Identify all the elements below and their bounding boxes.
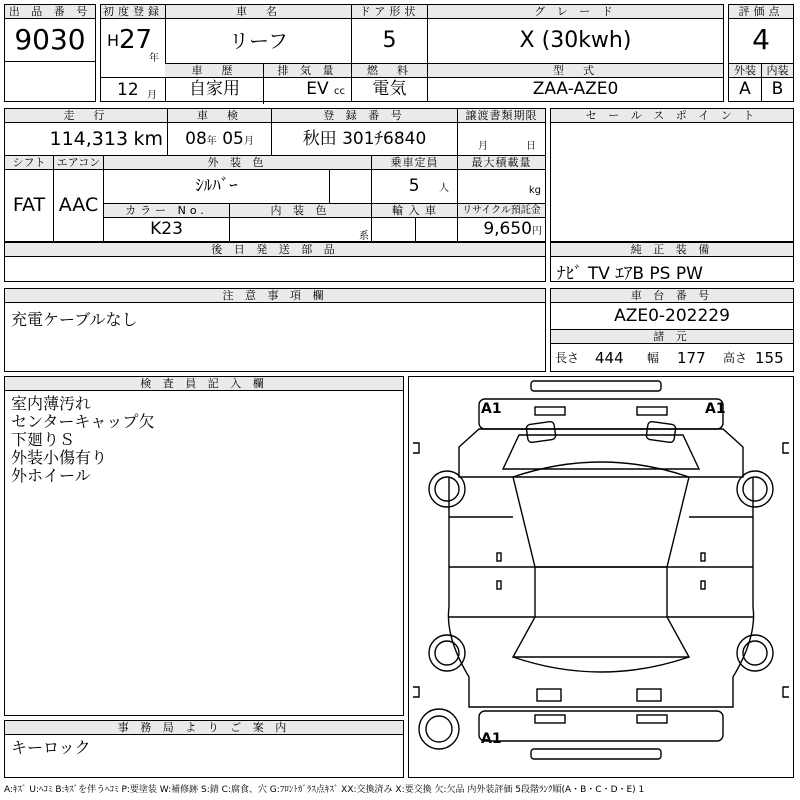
recycle-label: リサイクル預託金 [457, 203, 545, 218]
fuel-label: 燃 料 [351, 63, 427, 78]
capacity-unit: 人 [439, 183, 449, 194]
spec-row [551, 344, 793, 372]
month-row [101, 77, 165, 101]
fuel: 電気 [351, 77, 427, 101]
import-a [371, 217, 415, 241]
inspector-line: 外装小傷有り [11, 448, 108, 467]
notes-box [4, 288, 546, 372]
damage-mark-front-right: A1 [705, 401, 726, 417]
load-label: 最大積載量 [457, 155, 545, 170]
chassis-value: AZE0-202229 [614, 306, 730, 326]
wid-label: 幅 [647, 351, 660, 365]
inspector-label: 検 査 員 記 入 欄 [5, 377, 403, 391]
grade: X (30kwh) [427, 19, 723, 63]
first-reg-label: 初度登録 [103, 5, 163, 18]
notes-value: 充電ケーブルなし [11, 310, 138, 329]
int-label: 内装 [761, 63, 793, 78]
grade-label: グ レ ー ド [427, 5, 723, 19]
insp-year-unit: 年 [206, 136, 217, 147]
capacity-value: 5 [408, 176, 420, 196]
car-diagram [408, 376, 794, 778]
disp-value: EV [306, 79, 329, 99]
ext-label: 外装 [729, 63, 761, 78]
damage-mark-front-left: A1 [481, 401, 502, 417]
car-name: リーフ [165, 19, 351, 63]
mileage [5, 123, 167, 155]
insp-month-unit: 月 [243, 136, 254, 147]
shift: FAT [12, 194, 46, 216]
inspector-box [4, 376, 404, 716]
later-parts-box [4, 242, 546, 282]
wid: 177 [677, 349, 706, 367]
model: ZAA-AZE0 [427, 77, 723, 101]
disp [263, 77, 351, 104]
disp-label: 排 気 量 [263, 63, 351, 78]
interior-unit: 系 [359, 231, 369, 242]
load [457, 169, 545, 203]
ac-label: エアコン [53, 155, 103, 170]
damage-mark-rear: A1 [481, 731, 502, 747]
inspection [167, 123, 271, 155]
plate-label: 登 録 番 号 [271, 109, 457, 123]
hgt-label: 高さ [723, 351, 748, 365]
load-unit: kg [528, 185, 541, 196]
exhibit-no: 9030 [14, 23, 86, 56]
color-extra [329, 169, 371, 203]
office-box [4, 720, 404, 778]
sales-point-label: セ ー ル ス ポ イ ン ト [551, 109, 793, 123]
len: 444 [595, 349, 624, 367]
transfer-month: 月 [478, 141, 488, 152]
disp-unit: cc [334, 86, 345, 97]
door: 5 [351, 19, 427, 63]
hgt: 155 [755, 349, 784, 367]
recycle-unit: 円 [532, 226, 542, 237]
score-box [728, 4, 794, 102]
recycle [457, 217, 545, 241]
transfer-label: 譲渡書類期限 [457, 109, 545, 123]
later-parts-label: 後 日 発 送 部 品 [5, 243, 545, 257]
era: H [107, 31, 120, 50]
spec-label: 諸 元 [551, 329, 793, 344]
score-label: 評価点 [729, 5, 793, 19]
mileage-value: 114,313 [49, 128, 129, 150]
ac: AAC [53, 169, 103, 241]
inspector-line: 外ホイール [11, 466, 91, 485]
color-label: 外 装 色 [103, 155, 371, 170]
plate: 秋田 301ﾁ6840 [271, 123, 457, 155]
inspector-line: 室内薄汚れ [11, 394, 92, 413]
import-b [415, 217, 457, 241]
interior-label: 内 装 色 [229, 203, 371, 218]
shift-label: シフト [5, 155, 53, 170]
score: 4 [752, 23, 770, 56]
exhibit-no-box [4, 4, 96, 102]
detail-box [4, 108, 546, 242]
history-label: 車 歴 [165, 63, 263, 78]
equipment-box [550, 242, 794, 282]
equipment-label: 純 正 装 備 [551, 243, 793, 257]
equipment-value: ﾅﾋﾞ TV ｴｱB PS PW [557, 264, 703, 284]
notes-label: 注 意 事 項 欄 [5, 289, 545, 303]
mileage-label: 走 行 [5, 109, 167, 123]
int-score: B [761, 77, 793, 101]
vehicle-info-box [100, 4, 724, 102]
exhibit-divider [5, 61, 95, 62]
month-unit: 月 [147, 90, 157, 101]
history: 自家用 [165, 77, 263, 101]
sales-point-box [550, 108, 794, 242]
colorno-label: カラー No. [103, 203, 229, 218]
interior [229, 217, 371, 241]
inspector-lines [5, 391, 403, 487]
inspector-line: センターキャップ欠 [11, 412, 155, 431]
car-diagram-svg [409, 377, 793, 777]
transfer [457, 123, 545, 155]
mileage-unit: km [133, 128, 163, 150]
chassis-label: 車 台 番 号 [551, 289, 793, 303]
exhibit-no-label: 出 品 番 号 [5, 5, 95, 19]
office-value: キーロック [11, 738, 91, 757]
capacity [371, 169, 457, 203]
car-name-label: 車 名 [165, 5, 351, 19]
len-label: 長さ [555, 351, 580, 365]
insp-month: 05 [222, 129, 244, 149]
month: 12 [117, 80, 139, 100]
year: 27 [119, 25, 153, 55]
colorno: K23 [103, 217, 229, 241]
year-unit: 年 [149, 53, 159, 64]
insp-year: 08 [185, 129, 207, 149]
inspection-label: 車 検 [167, 109, 271, 123]
chassis-box [550, 288, 794, 372]
office-label: 事 務 局 よ り ご 案 内 [5, 721, 403, 735]
legend: A:ｷｽﾞ U:ﾍｺﾐ B:ｷｽﾞを伴うﾍｺﾐ P:要塗装 W:補修跡 S:錆 C:腐食、穴 G:ﾌﾛﾝﾄｶﾞﾗｽ点ｷｽﾞ XX:交換済み X:要交換 欠:欠品 内外装評価 5段階ﾗﾝｸ順(A・B・C・D・E) 1 [4, 785, 645, 795]
color: ｼﾙﾊﾞｰ [103, 169, 329, 203]
transfer-day: 日 [526, 141, 536, 152]
inspector-line: 下廻りＳ [11, 430, 76, 449]
import-label: 輸 入 車 [371, 203, 457, 218]
capacity-label: 乗車定員 [371, 155, 457, 170]
model-label: 型 式 [427, 63, 723, 78]
ext-score: A [739, 79, 751, 99]
recycle-value: 9,650 [483, 219, 532, 239]
door-label: ドア形状 [351, 5, 427, 19]
